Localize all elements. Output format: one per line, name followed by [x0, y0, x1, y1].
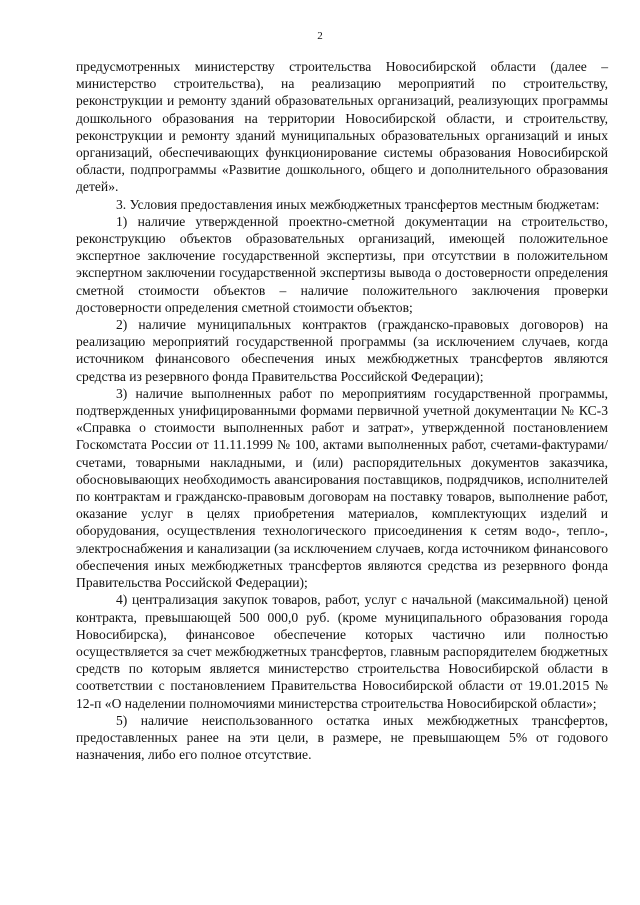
paragraph-condition-2: 2) наличие муниципальных контрактов (гражданско-правовых договоров) на реализацию мероприятий государственной программы (за исключением случаев, когда источником финансового обеспечения иных межбюджетных трансфертов являются средства из резервного фонда Правительства Российской Федерации);	[76, 317, 608, 384]
paragraph-condition-4: 4) централизация закупок товаров, работ, услуг с начальной (максимальной) ценой контракта, превышающей 500 000,0 руб. (кроме муниципального образования города Новосибирска), финансовое обеспечение которых частично или полностью осуществляется за счет межбюджетных трансфертов, главным распорядителем бюджетных средств по которым является министерство строительства Новосибирской области в соответствии с постановлением Правительства Новосибирской области от 19.01.2015 № 12-п «О наделении полномочиями министерства строительства Новосибирской области»;	[76, 592, 608, 711]
paragraph-condition-3: 3) наличие выполненных работ по мероприятиям государственной программы, подтвержденных унифицированными формами первичной учетной документации № КС-3 «Справка о стоимости выполненных работ и затрат», утвержденной постановлением Госкомстата России от 11.11.1999 № 100, актами выполненных работ, счетами-фактурами/счетами, товарными накладными, и (или) распорядительных документов заказчика, обосновывающих необходимость авансирования поставщиков, подрядчиков, исполнителей по контрактам и гражданско-правовым договорам на поставку товаров, выполнение работ, оказание услуг в целях приобретения материалов, комплектующих изделий и оборудования, осуществления технологического присоединения к сетям водо-, тепло-, электроснабжения и канализации (за исключением случаев, когда источником финансового обеспечения иных межбюджетных трансфертов являются средства из резервного фонда Правительства Российской Федерации);	[76, 385, 608, 591]
paragraph-section-3-heading: 3. Условия предоставления иных межбюджетных трансфертов местным бюджетам:	[116, 196, 600, 212]
paragraph-condition-1: 1) наличие утвержденной проектно-сметной документации на строительство, реконструкцию объектов образовательных организаций, имеющей положительное экспертное заключение государственной экспертизы, при отсутствии в положительном экспертном заключении государственной экспертизы вывода о достоверности определения сметной стоимости объектов – наличие положительного заключения проверки достоверности определения сметной стоимости объектов;	[76, 213, 608, 315]
paragraph-intro-continuation: предусмотренных министерству строительства Новосибирской области (далее – министерство строительства), на реализацию мероприятий по строительству, реконструкции и ремонту зданий образовательных организаций, реализующих программы дошкольного образования на территории Новосибирской области, и строительству, реконструкции и ремонту зданий муниципальных образовательных организаций и иных организаций, обеспечивающих функционирование системы образования Новосибирской области, подпрограммы «Развитие дошкольного, общего и дополнительного образования детей».	[76, 59, 608, 195]
paragraph-condition-5: 5) наличие неиспользованного остатка иных межбюджетных трансфертов, предоставленных ранее на эти цели, в размере, не превышающем 5% от годового назначения, либо его полное отсутствие.	[76, 712, 608, 763]
document-body	[76, 58, 608, 763]
page-number: 2	[317, 30, 323, 42]
